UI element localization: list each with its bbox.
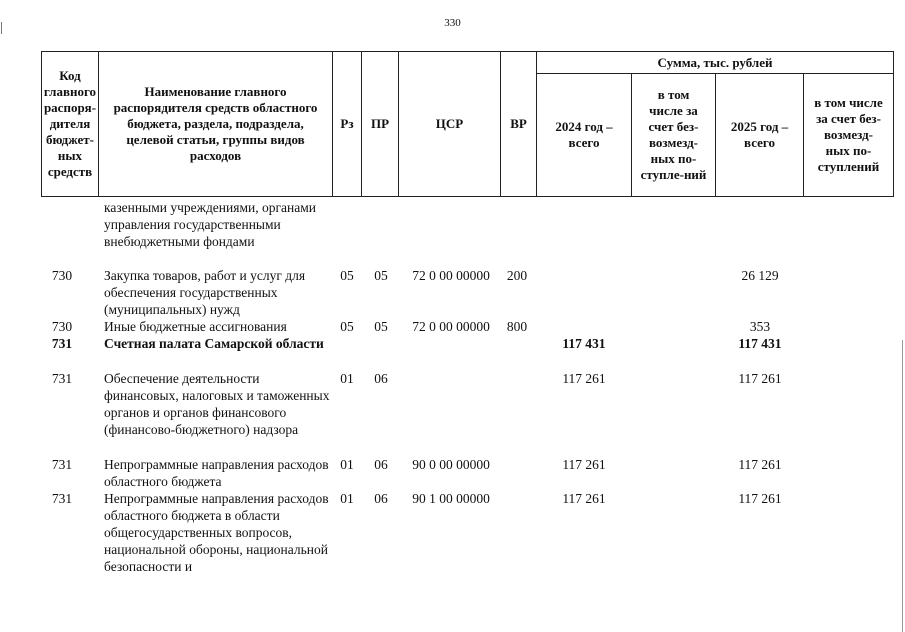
row-sum-2025: 117 261 xyxy=(738,457,782,472)
row-csr: 72 0 00 00000 xyxy=(412,319,490,334)
page-number: 330 xyxy=(444,17,461,29)
row-rz: 05 xyxy=(340,319,354,334)
row-rz: 01 xyxy=(340,491,354,506)
row-name: Счетная палата Самарской области xyxy=(104,336,324,351)
row-code: 731 xyxy=(51,371,73,386)
header-pr: ПР xyxy=(370,116,390,131)
row-rz: 01 xyxy=(340,371,354,386)
row-code: 730 xyxy=(51,268,73,283)
header-rz: Рз xyxy=(340,116,354,131)
row-sum-2024: 117 431 xyxy=(562,336,606,351)
header-sum-group: Сумма, тыс. рублей xyxy=(657,54,773,70)
header-2025-total: 2025 год – всего xyxy=(730,119,789,150)
row-pr: 05 xyxy=(374,268,388,283)
row-sum-2025: 353 xyxy=(749,319,771,334)
row-name: Иные бюджетные ассигнования xyxy=(104,319,287,334)
row-sum-2025: 26 129 xyxy=(741,268,779,283)
row-code: 731 xyxy=(51,457,73,472)
header-vr: ВР xyxy=(510,116,527,131)
header-2025-free: в том числе за счет без-возмезд-ных по-ступлений xyxy=(814,95,883,174)
row-pr: 06 xyxy=(374,371,388,386)
row-vr: 200 xyxy=(506,268,528,283)
row-name: Закупка товаров, работ и услуг для обеспечения государственных (муниципальных) нужд xyxy=(104,268,306,317)
header-name: Наименование главного распорядителя средств областного бюджета, раздела, подраздела, целевой статьи, группы видов расходов xyxy=(113,84,318,163)
header-csr: ЦСР xyxy=(435,116,464,131)
row-name: Обеспечение деятельности финансовых, налоговых и таможенных органов и органов финансового (финансово-бюджетного) надзора xyxy=(104,371,330,437)
row-name: Непрограммные направления расходов областного бюджета xyxy=(104,457,329,489)
scan-edge-mark xyxy=(902,340,903,632)
row-rz: 01 xyxy=(340,457,354,472)
row-rz: 05 xyxy=(340,268,354,283)
row-sum-2025: 117 261 xyxy=(738,371,782,386)
row-csr: 72 0 00 00000 xyxy=(412,268,490,283)
scan-edge-mark xyxy=(1,22,2,34)
row-sum-2024: 117 261 xyxy=(562,491,606,506)
row-pr: 05 xyxy=(374,319,388,334)
row-code: 731 xyxy=(51,491,73,506)
row-name: казенными учреждениями, органами управления государственными внебюджетными фондами xyxy=(104,200,316,249)
row-sum-2024: 117 261 xyxy=(562,371,606,386)
row-csr: 90 0 00 00000 xyxy=(412,457,490,472)
row-sum-2025: 117 261 xyxy=(738,491,782,506)
header-code: Код главного распоря-дителя бюджет-ных средств xyxy=(43,68,97,179)
row-csr: 90 1 00 00000 xyxy=(412,491,490,506)
row-code: 731 xyxy=(51,336,73,351)
row-pr: 06 xyxy=(374,491,388,506)
row-vr: 800 xyxy=(506,319,528,334)
row-sum-2025: 117 431 xyxy=(738,336,782,351)
row-pr: 06 xyxy=(374,457,388,472)
header-2024-total: 2024 год – всего xyxy=(555,119,613,150)
header-2024-free: в том числе за счет без-возмезд-ных по-ступле-ний xyxy=(640,87,707,182)
row-name: Непрограммные направления расходов областного бюджета в области общегосударственных вопросов, национальной обороны, национальной безопасности и xyxy=(104,491,329,574)
row-sum-2024: 117 261 xyxy=(562,457,606,472)
row-code: 730 xyxy=(51,319,73,334)
